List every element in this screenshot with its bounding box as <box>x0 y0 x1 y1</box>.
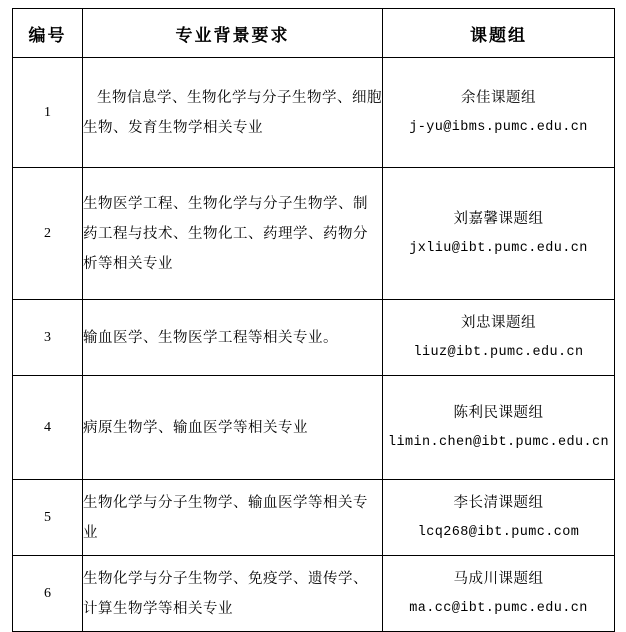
requirements-table <box>12 8 615 632</box>
group-name: 刘嘉馨课题组 <box>453 210 544 227</box>
header-group: 课题组 <box>383 9 615 58</box>
group-email: jxliu@ibt.pumc.edu.cn <box>409 240 588 256</box>
major-text: 输血医学、生物医学工程等相关专业。 <box>83 329 338 346</box>
cell-group <box>383 376 615 480</box>
cell-group <box>383 556 615 632</box>
group-name: 刘忠课题组 <box>461 314 536 331</box>
major-text: 生物化学与分子生物学、免疫学、遗传学、计算生物学等相关专业 <box>83 570 368 617</box>
cell-group <box>383 480 615 556</box>
group-email: j-yu@ibms.pumc.edu.cn <box>409 119 588 135</box>
group-name: 陈利民课题组 <box>453 404 544 421</box>
major-text: 生物化学与分子生物学、输血医学等相关专业 <box>83 494 368 541</box>
cell-no: 1 <box>13 58 83 168</box>
table-row <box>13 168 615 300</box>
cell-group <box>383 300 615 376</box>
group-email: ma.cc@ibt.pumc.edu.cn <box>409 600 588 616</box>
group-email: limin.chen@ibt.pumc.edu.cn <box>387 434 610 450</box>
cell-major <box>83 300 383 376</box>
group-name: 马成川课题组 <box>453 570 544 587</box>
major-text: 病原生物学、输血医学等相关专业 <box>83 419 308 436</box>
group-email: liuz@ibt.pumc.edu.cn <box>413 344 584 360</box>
table-row <box>13 556 615 632</box>
cell-major <box>83 168 383 300</box>
cell-major <box>83 556 383 632</box>
group-email: lcq268@ibt.pumc.com <box>417 524 580 540</box>
cell-no: 5 <box>13 480 83 556</box>
major-text: 生物医学工程、生物化学与分子生物学、制药工程与技术、生物化工、药理学、药物分析等相关专业 <box>83 195 368 272</box>
cell-no: 2 <box>13 168 83 300</box>
cell-major <box>83 376 383 480</box>
cell-no: 3 <box>13 300 83 376</box>
table-row <box>13 300 615 376</box>
group-name: 余佳课题组 <box>461 89 536 106</box>
table-header <box>13 9 615 58</box>
major-text: 生物信息学、生物化学与分子生物学、细胞生物、发育生物学相关专业 <box>83 89 382 136</box>
table-row <box>13 58 615 168</box>
cell-group <box>383 58 615 168</box>
table-row <box>13 376 615 480</box>
table-header-row <box>13 9 615 58</box>
cell-major <box>83 58 383 168</box>
cell-group <box>383 168 615 300</box>
table-body <box>13 58 615 632</box>
group-name: 李长清课题组 <box>453 494 544 511</box>
cell-no: 4 <box>13 376 83 480</box>
cell-major <box>83 480 383 556</box>
header-no: 编号 <box>13 9 83 58</box>
cell-no: 6 <box>13 556 83 632</box>
table-row <box>13 480 615 556</box>
header-major: 专业背景要求 <box>83 9 383 58</box>
